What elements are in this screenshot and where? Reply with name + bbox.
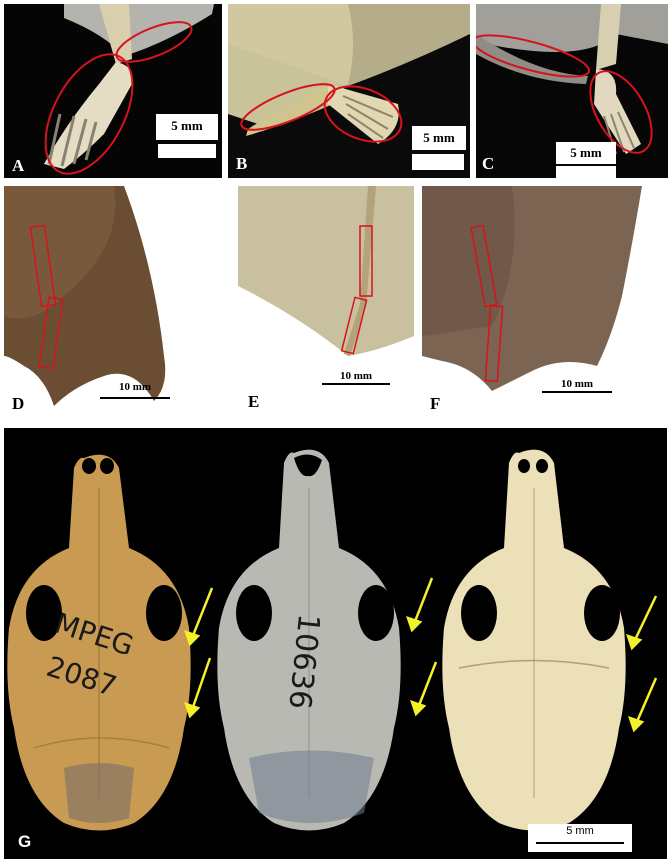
panel-label: D — [12, 394, 25, 413]
specimen-label: 2087 — [42, 649, 121, 704]
scale-bar — [158, 144, 216, 158]
scale-bar-label: 10 mm — [339, 370, 373, 382]
specimen-label: 10636 — [281, 612, 327, 711]
scale-bar-line — [536, 842, 624, 844]
bat-wing-image-e — [238, 186, 414, 422]
scale-bar-label: 10 mm — [560, 378, 594, 390]
scale-bar-label: 5 mm — [566, 825, 594, 837]
specimen-label: MPEG — [50, 606, 138, 663]
scale-bar-label: 10 mm — [118, 381, 152, 393]
panel-label: G — [18, 832, 32, 851]
scale-bar-label: 5 mm — [171, 118, 203, 133]
scale-bar-label: 5 mm — [423, 130, 455, 145]
panel-d — [4, 186, 234, 422]
panel-c — [476, 4, 668, 178]
panel-a — [4, 4, 222, 178]
panel-label: F — [430, 394, 441, 413]
bat-foot-image-b — [228, 4, 470, 178]
panel-e — [238, 186, 414, 422]
scale-bar — [412, 154, 464, 170]
scale-bar-label: 5 mm — [570, 145, 602, 160]
panel-label: C — [482, 154, 495, 173]
panel-g — [4, 428, 667, 859]
panel-b — [228, 4, 470, 178]
panel-f — [422, 186, 667, 422]
scale-bar — [556, 166, 616, 178]
panel-label: B — [236, 154, 248, 173]
panel-label: E — [248, 392, 260, 411]
skull-3 — [442, 450, 625, 831]
panel-label: A — [12, 156, 25, 175]
